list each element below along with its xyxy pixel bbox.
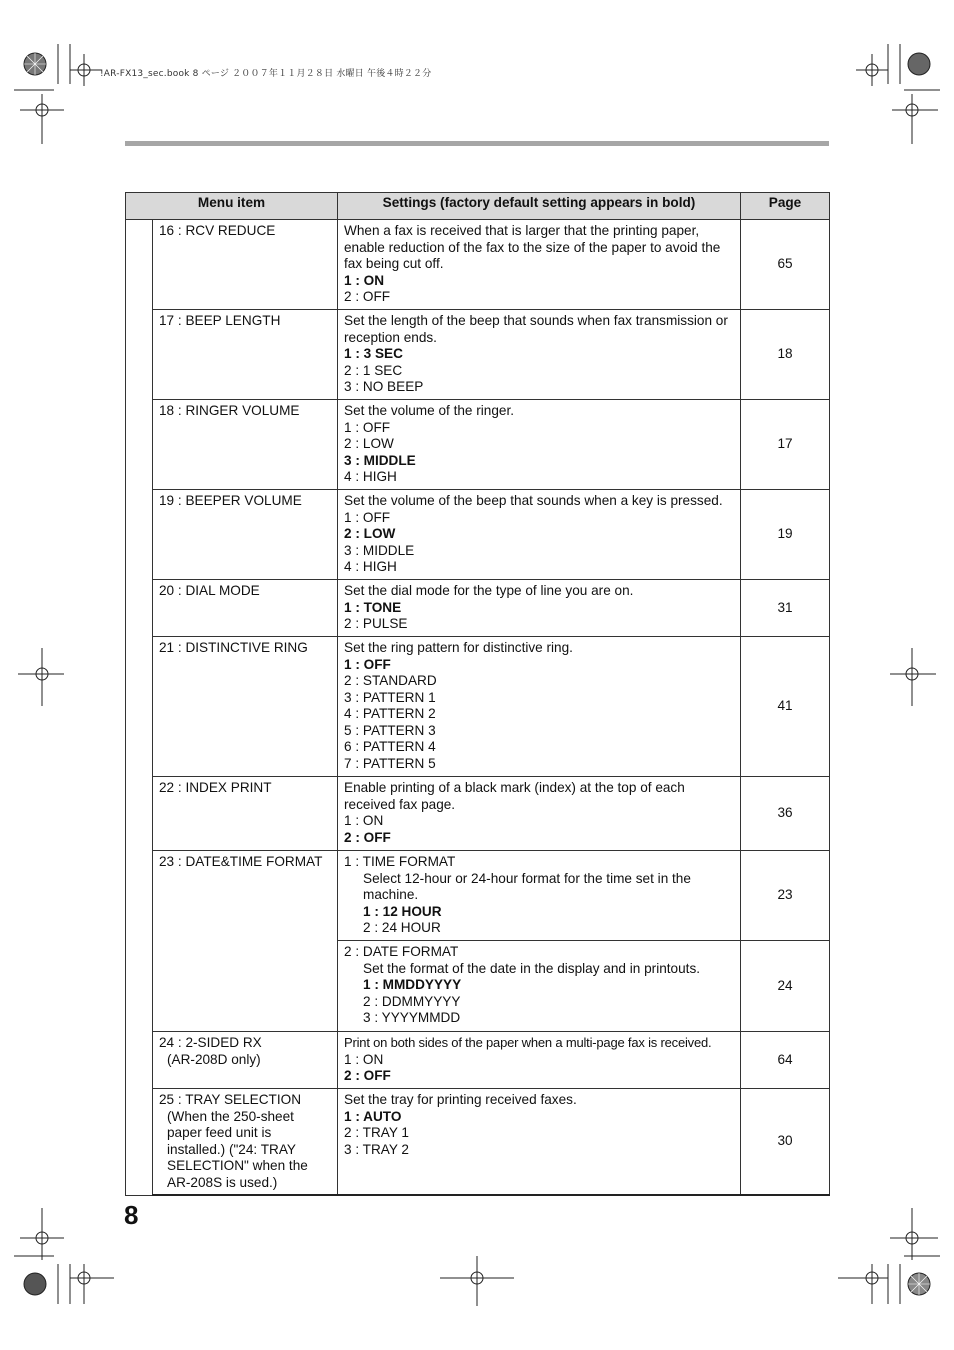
settings-cell [338,941,741,1032]
setting-option-default: 2 : OFF [344,829,391,845]
setting-option: 2 : 24 HOUR [363,920,441,935]
setting-option-default: 1 : TONE [344,599,402,615]
table-row [126,851,830,941]
setting-subtitle: 2 : DATE FORMAT [344,944,459,959]
setting-option-default: 1 : 12 HOUR [363,903,442,919]
settings-cell [338,490,741,580]
settings-cell [338,851,741,941]
setting-option: 2 : 1 SEC [344,362,403,378]
table-row [126,777,830,851]
page-reference: 24 [741,941,830,1032]
settings-cell [338,310,741,400]
setting-option-default: 1 : MMDDYYYY [363,977,462,992]
setting-option: 2 : STANDARD [344,673,437,688]
setting-option-default: 1 : 3 SEC [344,346,403,361]
setting-description: Set the length of the beep that sounds when fax transmission or reception ends. [344,313,728,345]
menu-item-label: 19 : BEEPER VOLUME [153,490,338,580]
setting-option: 2 : DDMMYYYY [363,993,461,1009]
registration-mark-bottom-left [14,1208,124,1308]
header-settings: Settings (factory default setting appears in bold) [338,193,741,220]
setting-option: 4 : PATTERN 2 [344,706,436,721]
setting-option-default: 3 : MIDDLE [344,452,416,468]
setting-option: 2 : LOW [344,436,394,451]
menu-item-label: 17 : BEEP LENGTH [153,310,338,400]
page-reference: 23 [741,851,830,941]
header-page: Page [741,193,830,220]
menu-item-note: (When the 250-sheet paper feed unit is installed.) ("24: TRAY SELECTION" when the AR-208S is used.) [167,1108,308,1190]
running-header: !AR-FX13_sec.book 8 ページ ２００７年１１月２８日 水曜日 午後４時２２分 [100,69,432,79]
setting-option: 7 : PATTERN 5 [344,755,436,771]
registration-mark-bottom-center [440,1256,516,1308]
menu-item-label: 24 : 2-SIDED RX [159,1035,262,1050]
setting-option: 3 : NO BEEP [344,379,424,394]
menu-item-label: 23 : DATE&TIME FORMAT [153,851,338,1032]
setting-option-default: 1 : ON [344,272,385,288]
setting-option: 4 : HIGH [344,469,397,484]
setting-option-default: 2 : OFF [344,1068,391,1083]
table-row [126,637,830,777]
settings-cell [338,1089,741,1196]
table-row [126,220,830,310]
registration-mark-right-middle [890,644,940,710]
table-row [126,1032,830,1089]
group-indent-column [126,220,153,1196]
setting-option: 1 : OFF [344,419,391,435]
setting-option: 4 : HIGH [344,559,397,574]
setting-option: 3 : TRAY 2 [344,1141,409,1157]
setting-option: 3 : PATTERN 1 [344,689,436,705]
table-row [126,490,830,580]
table-row [126,1089,830,1196]
setting-option: 2 : PULSE [344,616,408,631]
menu-item-label: 22 : INDEX PRINT [153,777,338,851]
settings-cell [338,777,741,851]
page-reference: 65 [741,220,830,310]
registration-mark-top-left [14,44,124,144]
setting-option: 3 : MIDDLE [344,542,415,558]
menu-item-cell [153,1089,338,1196]
settings-cell [338,637,741,777]
top-rule [125,141,829,146]
menu-item-label: 16 : RCV REDUCE [153,220,338,310]
table-header-row [126,193,830,220]
setting-description: Set the tray for printing received faxes. [344,1092,577,1107]
page-reference: 17 [741,400,830,490]
setting-subtitle: 1 : TIME FORMAT [344,854,456,869]
setting-description: When a fax is received that is larger that the printing paper, enable reduction of the fax to the size of the paper to avoid the fax being cut off. [344,223,721,271]
menu-settings-table [125,192,830,1196]
setting-description: Set the volume of the ringer. [344,403,515,418]
setting-description: Print on both sides of the paper when a multi-page fax is received. [344,1035,712,1050]
setting-option-default: 1 : AUTO [344,1108,402,1124]
setting-option-default: 2 : LOW [344,526,396,541]
page-reference: 41 [741,637,830,777]
registration-mark-top-right [834,44,944,144]
page-number: 8 [124,1200,139,1230]
page-reference: 31 [741,580,830,637]
setting-option: 1 : ON [344,813,384,828]
settings-cell [338,400,741,490]
setting-description: Set the format of the date in the display and in printouts. [363,960,701,976]
setting-description: Set the dial mode for the type of line you are on. [344,583,634,598]
menu-item-cell [153,1032,338,1089]
setting-option: 1 : ON [344,1051,384,1067]
menu-item-label: 18 : RINGER VOLUME [153,400,338,490]
setting-description: Set the volume of the beep that sounds when a key is pressed. [344,493,723,508]
setting-option: 2 : OFF [344,289,391,304]
menu-item-label: 20 : DIAL MODE [153,580,338,637]
table-row [126,580,830,637]
table-row [126,310,830,400]
settings-cell [338,580,741,637]
registration-mark-left-middle [14,644,64,710]
setting-option: 6 : PATTERN 4 [344,739,436,754]
page-reference: 36 [741,777,830,851]
menu-item-note: (AR-208D only) [167,1051,261,1067]
table-row [126,400,830,490]
page-reference: 18 [741,310,830,400]
menu-item-label: 25 : TRAY SELECTION [159,1092,302,1107]
menu-item-label: 21 : DISTINCTIVE RING [153,637,338,777]
header-menu-item: Menu item [126,193,338,220]
setting-option: 1 : OFF [344,509,391,525]
setting-option-default: 1 : OFF [344,656,391,672]
setting-description: Set the ring pattern for distinctive ring. [344,640,573,655]
setting-description: Enable printing of a black mark (index) at the top of each received fax page. [344,780,685,812]
settings-cell [338,1032,741,1089]
setting-description: Select 12-hour or 24-hour format for the time set in the machine. [363,870,691,902]
settings-cell [338,220,741,310]
setting-option: 3 : YYYYMMDD [363,1010,461,1025]
setting-option: 5 : PATTERN 3 [344,722,436,738]
setting-option: 2 : TRAY 1 [344,1125,409,1140]
page-reference: 64 [741,1032,830,1089]
page-reference: 30 [741,1089,830,1196]
registration-mark-bottom-right [834,1208,944,1308]
page-reference: 19 [741,490,830,580]
